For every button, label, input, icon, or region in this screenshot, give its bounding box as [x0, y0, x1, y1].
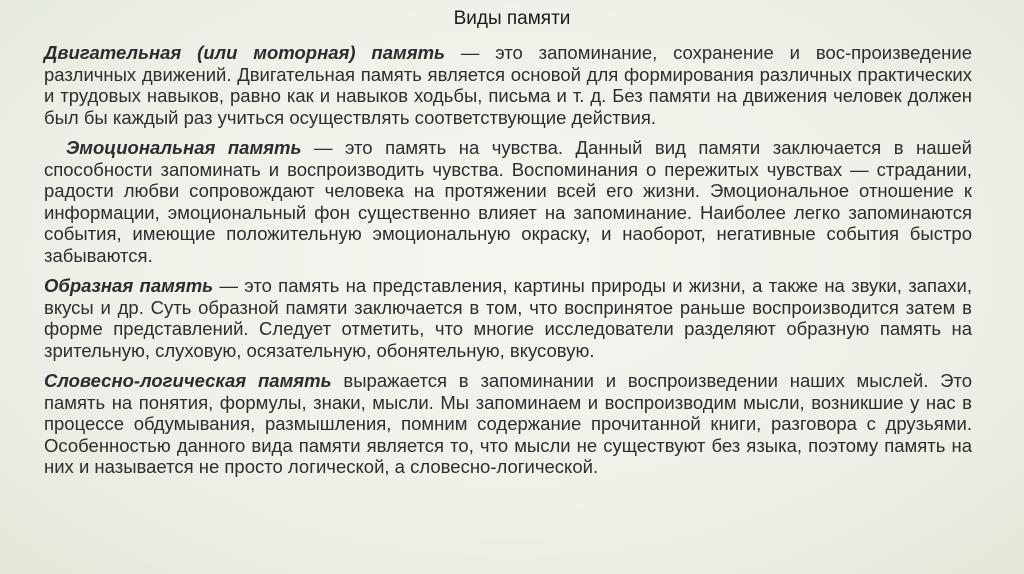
- text-motor-memory: — это запоминание, сохранение и вос-произведение различных движений. Двигательная память является основой для формирования различных практических и трудовых навыков, равно как и навыков ходьбы, письма и т. д. Без памяти на движения человек должен был бы каждый раз учиться осуществлять соответствующие действия.: [44, 42, 972, 128]
- paragraph-motor-memory: [44, 42, 972, 128]
- paragraph-image-memory: [44, 275, 972, 361]
- text-verbal-logical-memory: выражается в запоминании и воспроизведении наших мыслей. Это память на понятия, формулы, знаки, мысли. Мы запоминаем и воспроизводим мысли, возникшие у нас в процессе обдумывания, размышления, помним содержание прочитанной книги, разговора с друзьями. Особенностью данного вида памяти является то, что мысли не существуют без языка, поэтому память на них и называется не просто логической, а словесно-логической.: [44, 370, 972, 477]
- slide-title: Виды памяти: [453, 8, 571, 29]
- term-motor-memory: Двигательная (или моторная) память: [44, 42, 446, 63]
- term-emotional-memory: Эмоциональная память: [66, 137, 302, 158]
- paragraph-emotional-memory: [44, 137, 972, 266]
- paragraph-verbal-logical-memory: [44, 370, 972, 478]
- text-image-memory: — это память на представления, картины природы и жизни, а также на звуки, запахи, вкусы и др. Суть образной памяти заключается в том, что воспринятое раньше воспроизводится затем в форме представлений. Следует отметить, что многие исследователи разделяют образную память на зрительную, слуховую, осязательную, обонятельную, вкусовую.: [44, 275, 972, 361]
- slide-body: [44, 42, 972, 487]
- term-image-memory: Образная память: [44, 275, 214, 296]
- term-verbal-logical-memory: Словесно-логическая память: [44, 370, 332, 391]
- text-emotional-memory: — это память на чувства. Данный вид памяти заключается в нашей способности запоминать и воспроизводить чувства. Воспоминания о пережитых чувствах — страдании, радости любви сопровождают человека на протяжении всей его жизни. Эмоциональное отношение к информации, эмоциональный фон существенно влияет на запоминание. Наиболее легко запоминаются события, имеющие положительную эмоциональную окраску, и наоборот, негативные события быстро забываются.: [44, 137, 972, 266]
